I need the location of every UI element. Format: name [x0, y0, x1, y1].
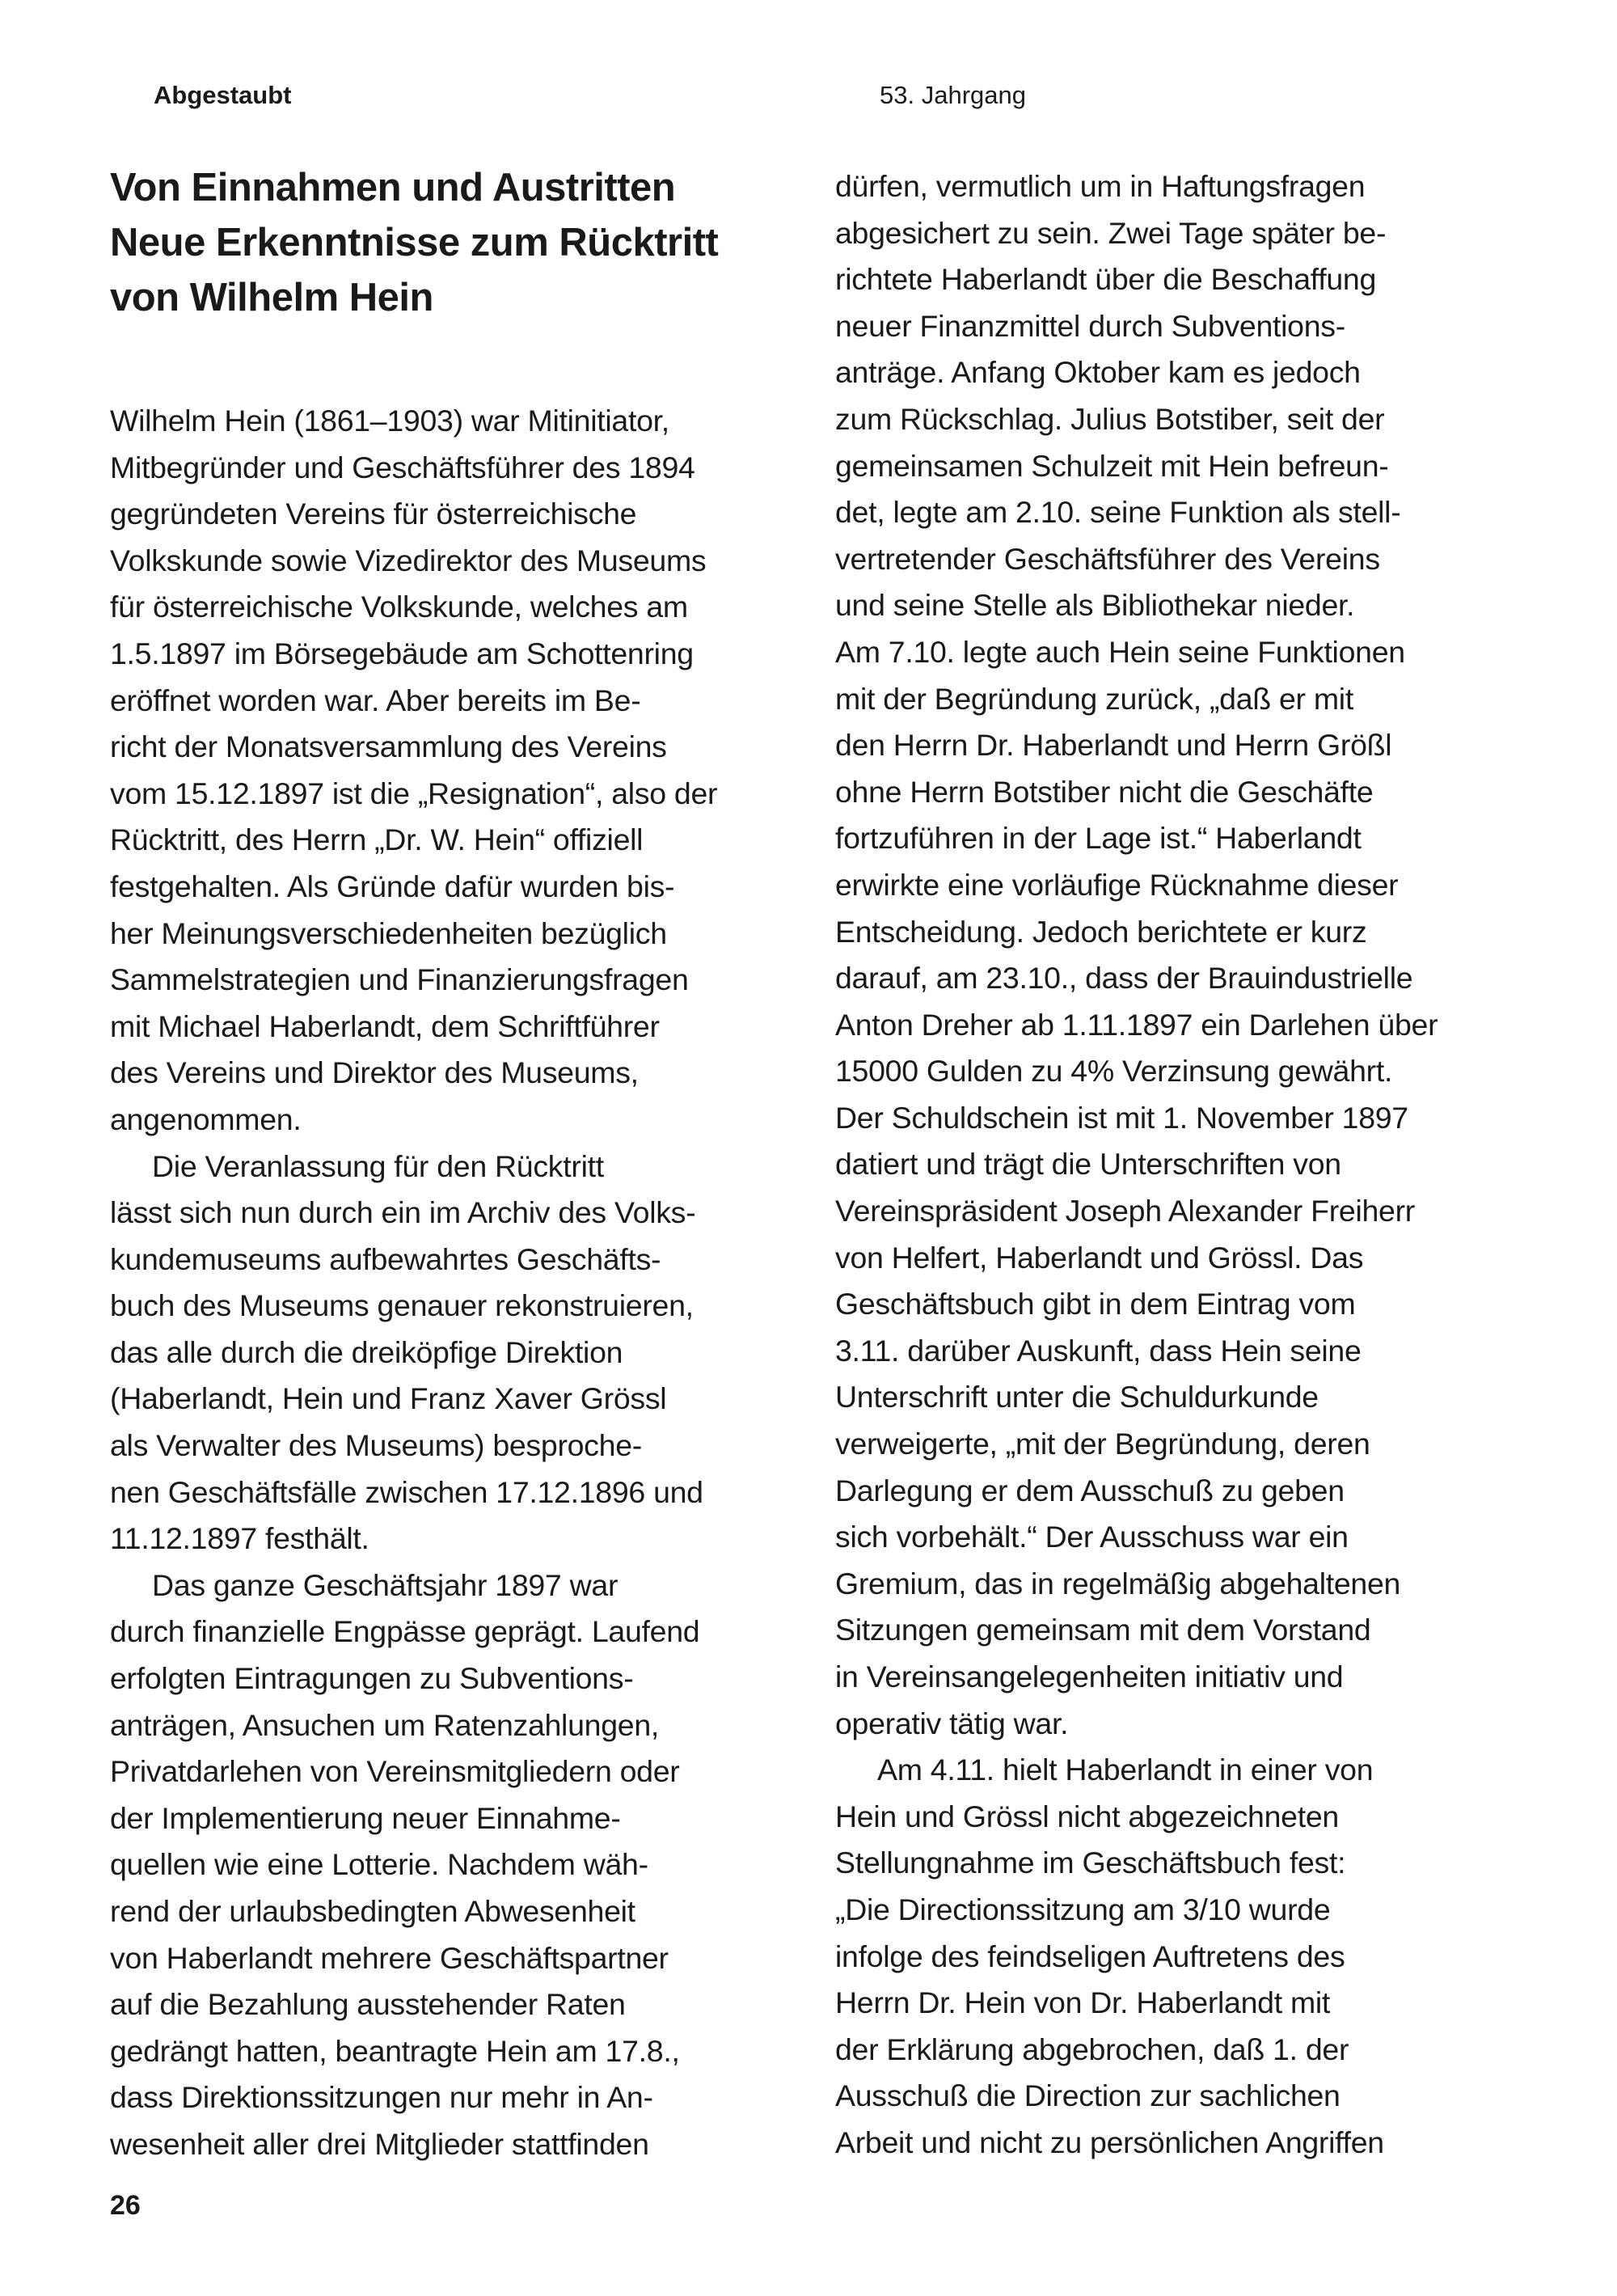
text-line: Der Schuldschein ist mit 1. November 1897	[835, 1100, 1408, 1135]
text-line: nen Geschäftsfälle zwischen 17.12.1896 und	[110, 1474, 703, 1509]
text-line: (Haberlandt, Hein und Franz Xaver Grössl	[110, 1381, 667, 1416]
left-text-column	[110, 398, 717, 2168]
text-line: angenommen.	[110, 1101, 302, 1136]
text-line: dürfen, vermutlich um in Haftungsfragen	[835, 169, 1366, 203]
text-line: in Vereinsangelegenheiten initiativ und	[835, 1660, 1344, 1693]
text-line: Gremium, das in regelmäßig abgehaltenen	[835, 1566, 1401, 1600]
text-line: darauf, am 23.10., dass der Brauindustrielle	[835, 961, 1413, 996]
text-line: infolge des feindseligen Auftretens des	[835, 1939, 1345, 1973]
text-line: und seine Stelle als Bibliothekar nieder.	[835, 588, 1355, 623]
text-line: Ausschuß die Direction zur sachlichen	[835, 2078, 1340, 2113]
text-line: Mitbegründer und Geschäftsführer des 1894	[110, 450, 695, 484]
text-line: mit Michael Haberlandt, dem Schriftführer	[110, 1008, 660, 1043]
text-line: Entscheidung. Jedoch berichtete er kurz	[835, 914, 1367, 949]
text-line: quellen wie eine Lotterie. Nachdem wäh-	[110, 1847, 648, 1882]
text-line: Rücktritt, des Herrn „Dr. W. Hein“ offiziell	[110, 822, 644, 857]
page-number: 26	[110, 2190, 141, 2221]
text-line: gedrängt hatten, beantragte Hein am 17.8.,	[110, 2033, 680, 2068]
text-line: Hein und Grössl nicht abgezeichneten	[835, 1799, 1339, 1833]
text-line: 11.12.1897 festhält.	[110, 1521, 369, 1556]
text-line: Stellungnahme im Geschäftsbuch fest:	[835, 1846, 1346, 1880]
text-line: mit der Begründung zurück, „daß er mit	[835, 681, 1353, 716]
title-line: von Wilhelm Hein	[110, 276, 433, 319]
text-line: Darlegung er dem Ausschuß zu geben	[835, 1473, 1345, 1507]
text-line: vertretender Geschäftsführer des Vereins	[835, 541, 1380, 576]
text-line: anträge. Anfang Oktober kam es jedoch	[835, 355, 1361, 390]
text-line: Die Veranlassung für den Rücktritt	[152, 1148, 604, 1183]
text-line: Anton Dreher ab 1.11.1897 ein Darlehen über	[835, 1007, 1438, 1042]
text-line: det, legte am 2.10. seine Funktion als stell-	[835, 495, 1401, 530]
text-line: dass Direktionssitzungen nur mehr in An-	[110, 2080, 653, 2115]
text-line: Arbeit und nicht zu persönlichen Angriffen	[835, 2125, 1384, 2159]
text-line: für österreichische Volkskunde, welches am	[110, 590, 688, 624]
text-line: gemeinsamen Schulzeit mit Hein befreun-	[835, 448, 1389, 483]
text-line: der Erklärung abgebrochen, daß 1. der	[835, 2032, 1349, 2066]
text-line: Am 4.11. hielt Haberlandt in einer von	[877, 1753, 1374, 1787]
text-line: buch des Museums genauer rekonstruieren,	[110, 1288, 694, 1323]
text-line: Vereinspräsident Joseph Alexander Freiherr	[835, 1194, 1415, 1228]
text-line: wesenheit aller drei Mitglieder stattfinden	[110, 2126, 649, 2161]
text-line: richtete Haberlandt über die Beschaffung	[835, 262, 1377, 297]
text-line: fortzuführen in der Lage ist.“ Haberlandt	[835, 821, 1362, 856]
text-line: erwirkte eine vorläufige Rücknahme dieser	[835, 867, 1399, 902]
text-line: des Vereins und Direktor des Museums,	[110, 1055, 639, 1090]
title-line: Von Einnahmen und Austritten	[110, 166, 676, 209]
text-line: zum Rückschlag. Julius Botstiber, seit der	[835, 401, 1385, 436]
text-line: 1.5.1897 im Börsegebäude am Schottenring	[110, 636, 694, 670]
text-line: von Helfert, Haberlandt und Grössl. Das	[835, 1240, 1364, 1275]
text-line: ohne Herrn Botstiber nicht die Geschäfte	[835, 774, 1374, 809]
text-line: datiert und trägt die Unterschriften von	[835, 1147, 1341, 1182]
text-line: richt der Monatsversammlung des Vereins	[110, 729, 667, 764]
text-line: Unterschrift unter die Schuldurkunde	[835, 1380, 1319, 1414]
text-line: Sitzungen gemeinsam mit dem Vorstand	[835, 1613, 1371, 1647]
text-line: anträgen, Ansuchen um Ratenzahlungen,	[110, 1707, 659, 1742]
text-line: von Haberlandt mehrere Geschäftspartner	[110, 1940, 669, 1975]
text-line: durch finanzielle Engpässe geprägt. Laufend	[110, 1614, 700, 1649]
text-line: als Verwalter des Museums) besproche-	[110, 1428, 642, 1463]
running-header-section: Abgestaubt	[154, 81, 292, 109]
text-line: neuer Finanzmittel durch Subventions-	[835, 308, 1345, 343]
text-line: „Die Directionssitzung am 3/10 wurde	[835, 1892, 1331, 1926]
text-line: operativ tätig war.	[835, 1706, 1069, 1740]
right-text-column	[835, 163, 1438, 2167]
text-line: Geschäftsbuch gibt in dem Eintrag vom	[835, 1287, 1356, 1321]
text-line: vom 15.12.1897 ist die „Resignation“, also der	[110, 776, 718, 810]
text-line: rend der urlaubsbedingten Abwesenheit	[110, 1894, 635, 1928]
text-line: kundemuseums aufbewahrtes Geschäfts-	[110, 1241, 661, 1276]
text-line: lässt sich nun durch ein im Archiv des Volks-	[110, 1195, 696, 1230]
text-line: her Meinungsverschiedenheiten bezüglich	[110, 915, 667, 950]
text-line: 3.11. darüber Auskunft, dass Hein seine	[835, 1333, 1362, 1368]
text-line: eröffnet worden war. Aber bereits im Be-	[110, 683, 641, 717]
text-line: Volkskunde sowie Vizedirektor des Museums	[110, 543, 707, 577]
text-line: sich vorbehält.“ Der Ausschuss war ein	[835, 1520, 1349, 1554]
text-line: auf die Bezahlung ausstehender Raten	[110, 1987, 626, 2022]
text-line: abgesichert zu sein. Zwei Tage später be-	[835, 215, 1387, 250]
text-line: Das ganze Geschäftsjahr 1897 war	[152, 1567, 619, 1602]
text-line: Am 7.10. legte auch Hein seine Funktionen	[835, 634, 1405, 669]
text-line: Privatdarlehen von Vereinsmitgliedern oder	[110, 1754, 680, 1789]
text-line: den Herrn Dr. Haberlandt und Herrn Größl	[835, 728, 1392, 763]
text-line: gegründeten Vereins für österreichische	[110, 497, 637, 531]
text-line: Herrn Dr. Hein von Dr. Haberlandt mit	[835, 1985, 1331, 2020]
text-line: erfolgten Eintragungen zu Subventions-	[110, 1661, 634, 1696]
title-line: Neue Erkenntnisse zum Rücktritt	[110, 221, 719, 264]
running-header-volume: 53. Jahrgang	[880, 81, 1026, 109]
text-line: Sammelstrategien und Finanzierungsfragen	[110, 962, 689, 997]
text-line: festgehalten. Als Gründe dafür wurden bis-	[110, 869, 675, 903]
text-line: der Implementierung neuer Einnahme-	[110, 1800, 621, 1835]
text-line: Wilhelm Hein (1861–1903) war Mitinitiator,	[110, 404, 669, 438]
text-line: verweigerte, „mit der Begründung, deren	[835, 1427, 1370, 1461]
text-line: 15000 Gulden zu 4% Verzinsung gewährt.	[835, 1054, 1393, 1089]
text-line: das alle durch die dreiköpfige Direktion	[110, 1334, 623, 1369]
article-title	[110, 160, 718, 325]
